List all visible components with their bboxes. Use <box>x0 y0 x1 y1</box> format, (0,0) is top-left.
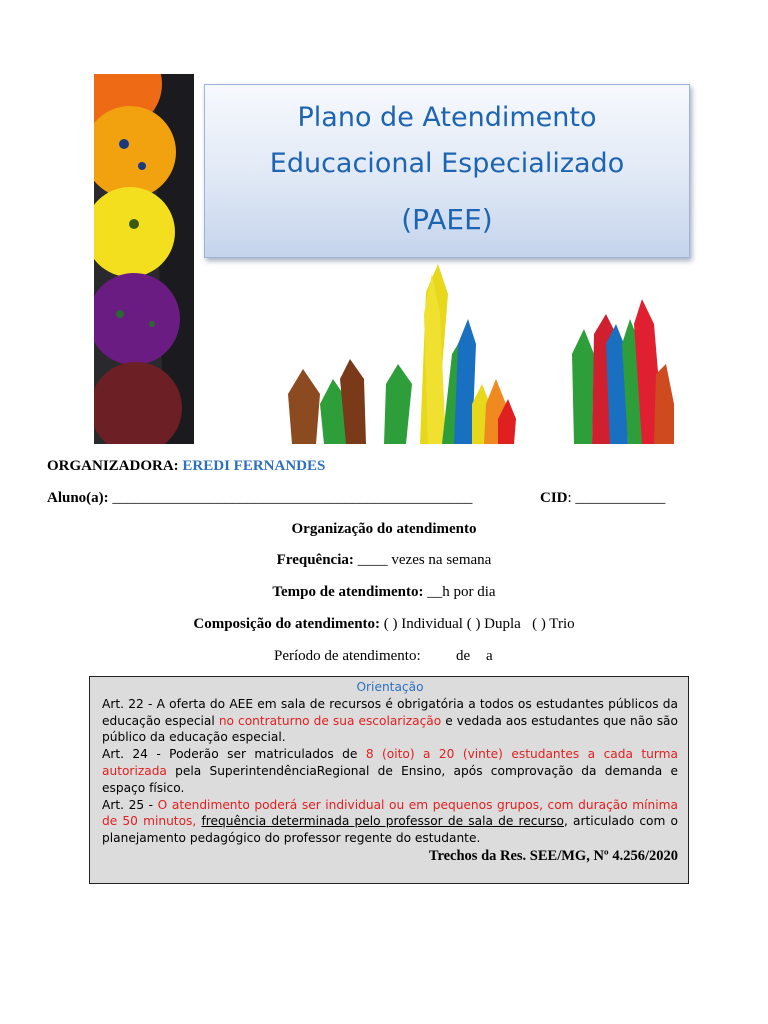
period-de: de <box>456 648 471 664</box>
frequency-label: Frequência: <box>276 552 354 568</box>
orientation-box <box>89 676 689 884</box>
title-abbreviation: (PAEE) <box>401 203 493 236</box>
source-citation: Trechos da Res. SEE/MG, Nº 4.256/2020 <box>428 847 678 864</box>
article-24: Art. 24 - Poderão ser matriculados de 8 (oito) a 20 (vinte) estudantes a cada turma autorizada pela SuperintendênciaRegional de Ensino, após comprovação da demanda e espaço físico. <box>102 747 679 795</box>
title-line-1: Plano de Atendimento <box>297 102 597 133</box>
frequency-field[interactable]: ____ vezes na semana <box>353 552 492 568</box>
document-title-box <box>204 84 690 258</box>
composition-options[interactable]: ( ) Individual ( ) Dupla ( ) Trio <box>380 616 575 632</box>
period-label: Período de atendimento: <box>274 648 421 664</box>
title-line-2: Educacional Especializado <box>269 148 625 179</box>
frequency-line <box>0 552 768 569</box>
time-label: Tempo de atendimento: <box>272 584 424 600</box>
period-a: a <box>486 648 493 664</box>
article-25: Art. 25 - O atendimento poderá ser individual ou em pequenos grupos, com duração mínima de 50 minutos, frequência determinada pelo professor de sala de recurso, articulado com o planejamento pedagógico do professor regente do estudante. <box>102 797 678 846</box>
composition-label: Composição do atendimento: <box>193 616 381 632</box>
time-field[interactable]: __h por dia <box>423 584 496 600</box>
organization-heading: Organização do atendimento <box>291 521 477 537</box>
organizer-label: ORGANIZADORA: <box>47 458 179 474</box>
cid-blank[interactable]: : ____________ <box>567 490 666 506</box>
organizer-name: EREDI FERNANDES <box>182 458 326 474</box>
student-label: Aluno(a): <box>47 490 109 506</box>
period-line <box>274 648 421 665</box>
student-line <box>47 490 472 507</box>
organizer-line <box>47 458 325 475</box>
orientation-title: Orientação <box>356 680 424 694</box>
time-line <box>0 584 768 601</box>
composition-line <box>0 616 768 633</box>
article-22: Art. 22 - A oferta do AEE em sala de recursos é obrigatória a todos os estudantes públicos da educação especial no contraturno de sua escolarização e vedada aos estudantes que não são público da educação especial. <box>102 696 678 745</box>
student-blank[interactable]: ________________________________________________ <box>112 490 473 506</box>
cid-label: CID <box>540 490 568 506</box>
cid-line <box>540 490 665 507</box>
